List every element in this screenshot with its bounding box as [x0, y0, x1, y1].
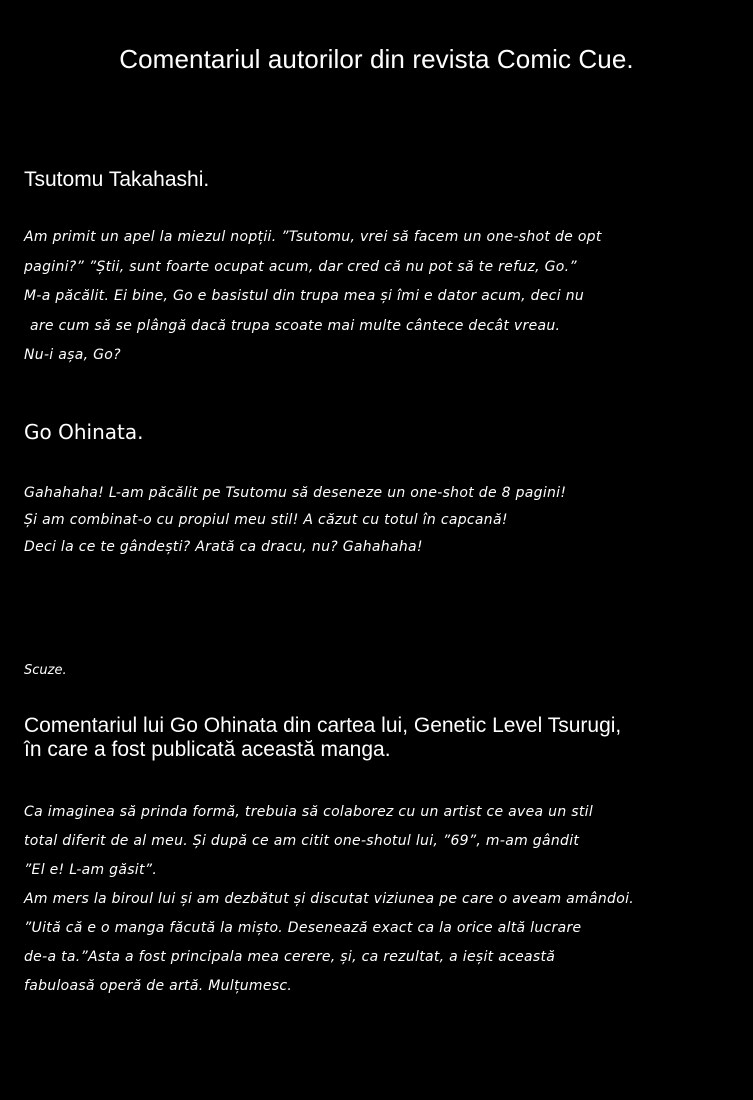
comment-book [24, 798, 634, 1001]
comment-line: total diferit de al meu. Și după ce am citit one-shotul lui, ”69”, m-am gândit [24, 833, 580, 849]
book-heading-line: Comentariul lui Go Ohinata din cartea lui, Genetic Level Tsurugi, [24, 714, 622, 737]
comment-line: ”Uită că e o manga făcută la mișto. Desenează exact ca la orice altă lucrare [24, 920, 582, 936]
comment-line: de-a ta.”Asta a fost principala mea cerere, și, ca rezultat, a ieșit această [24, 949, 556, 965]
comment-line: pagini?” ”Știi, sunt foarte ocupat acum, dar cred că nu pot să te refuz, Go.” [24, 258, 577, 275]
page-title: Comentariul autorilor din revista Comic Cue. [119, 44, 634, 74]
comment-line: M-a păcălit. Ei bine, Go e basistul din trupa mea și îmi e dator acum, deci nu [24, 288, 585, 304]
comment-line: Am mers la biroul lui și am dezbătut și discutat viziunea pe care o aveam amândoi. [24, 891, 635, 907]
comment-line: are cum să se plângă dacă trupa scoate mai multe cântece decât vreau. [30, 317, 561, 334]
book-heading-line: în care a fost publicată această manga. [24, 738, 391, 761]
comment-line: Nu-i așa, Go? [24, 347, 121, 363]
comment-line: Și am combinat-o cu propiul meu stil! A căzut cu totul în capcană! [24, 512, 508, 528]
author-heading-tsutomu: Tsutomu Takahashi. [24, 168, 210, 191]
comment-line: ”El e! L-am găsit”. [24, 862, 158, 878]
author-heading-go: Go Ohinata. [24, 420, 144, 444]
comment-go [24, 480, 566, 561]
comment-line: Gahahaha! L-am păcălit pe Tsutomu să deseneze un one-shot de 8 pagini! [24, 485, 567, 501]
comment-line: Am primit un apel la miezul nopții. ”Tsutomu, vrei să facem un one-shot de opt [24, 229, 602, 245]
comment-tsutomu [24, 223, 602, 371]
apology-note: Scuze. [24, 663, 67, 678]
comment-line: Ca imaginea să prinda formă, trebuia să colaborez cu un artist ce avea un stil [24, 804, 594, 820]
book-comment-heading [24, 714, 621, 762]
comment-line: Deci la ce te gândești? Arată ca dracu, nu? Gahahaha! [24, 539, 423, 555]
comment-line: fabuloasă operă de artă. Mulțumesc. [24, 978, 293, 994]
